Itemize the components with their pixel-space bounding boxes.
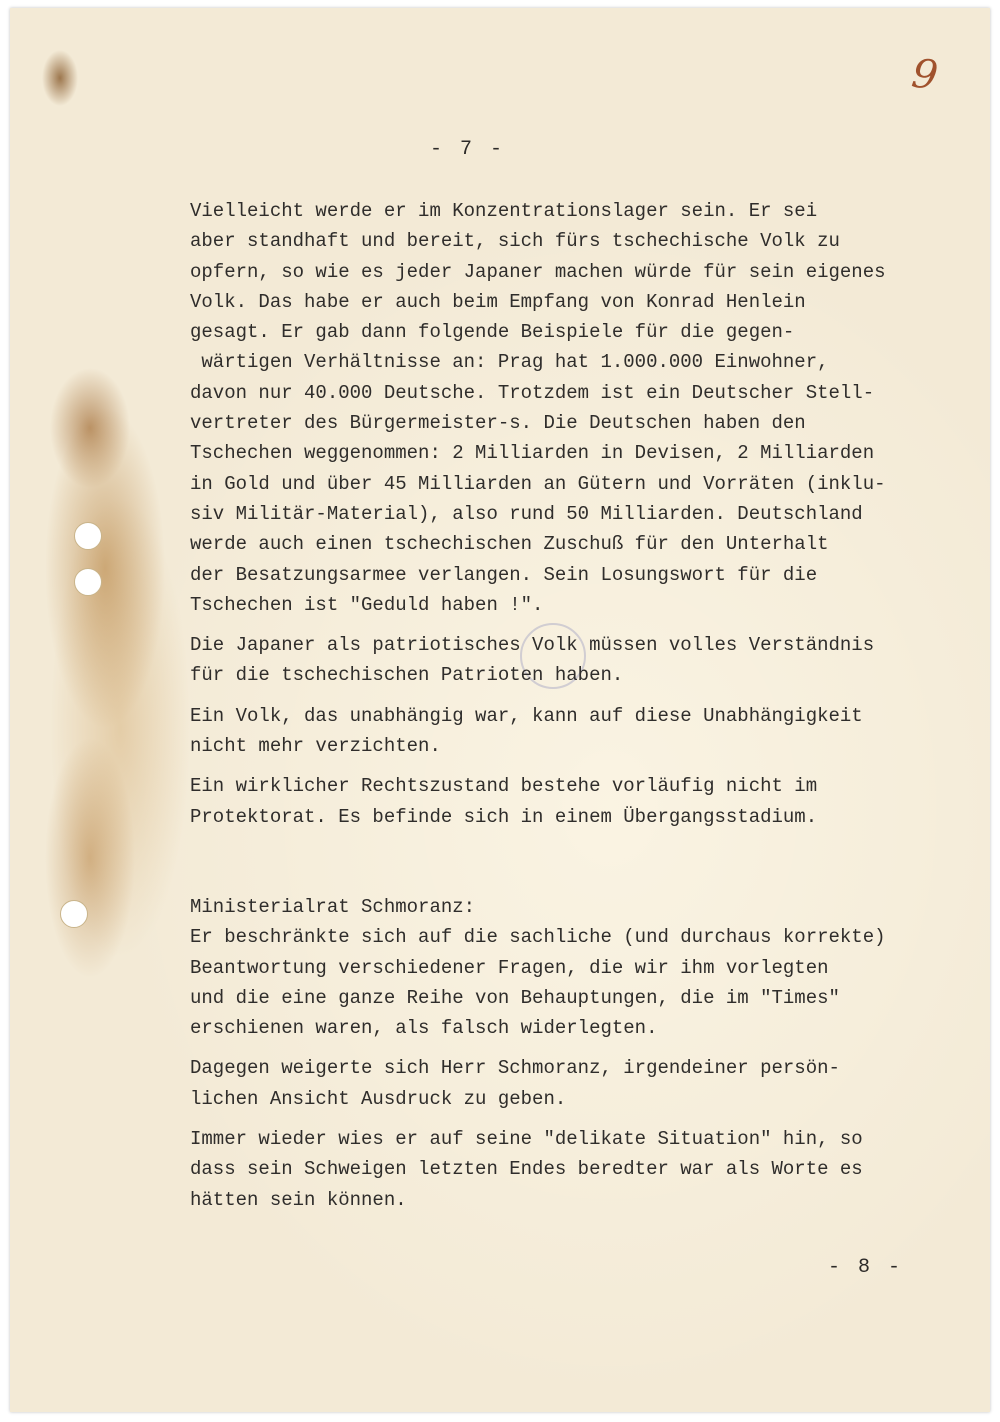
text-line: Ein wirklicher Rechtszustand bestehe vorläufig nicht im (190, 775, 818, 798)
text-line: Ministerialrat Schmoranz: (190, 895, 476, 918)
text-line: gesagt. Er gab dann folgende Beispiele für die gegen- (190, 321, 795, 344)
text-line: vertreter des Bürgermeister-s. Die Deutschen haben den (190, 412, 806, 435)
next-page-marker: - 8 - (828, 1256, 904, 1279)
paragraph (190, 630, 960, 691)
text-line: Immer wieder wies er auf seine "delikate Situation" hin, so (190, 1128, 863, 1151)
text-line: opfern, so wie es jeder Japaner machen würde für sein eigenes (190, 260, 886, 283)
text-line: Ein Volk, das unabhängig war, kann auf diese Unabhängigkeit (190, 704, 863, 727)
text-line: Die Japaner als patriotisches Volk müssen volles Verständnis (190, 634, 875, 657)
paragraph (190, 771, 960, 832)
punch-hole (60, 900, 88, 928)
archive-page-number: 9 (908, 50, 941, 100)
text-line: werde auch einen tschechischen Zuschuß für den Unterhalt (190, 533, 829, 556)
text-line: Er beschränkte sich auf die sachliche (und durchaus korrekte) (190, 926, 886, 949)
punch-hole (74, 522, 102, 550)
text-line: dass sein Schweigen letzten Endes beredter war als Worte es (190, 1158, 863, 1181)
paragraph (190, 1053, 960, 1114)
text-line: für die tschechischen Patrioten haben. (190, 664, 624, 687)
page-number: - 7 - (430, 138, 506, 161)
text-line: erschienen waren, als falsch widerlegten. (190, 1017, 658, 1040)
text-line: hätten sein können. (190, 1188, 407, 1211)
text-line: lichen Ansicht Ausdruck zu geben. (190, 1087, 567, 1110)
text-line: wärtigen Verhältnisse an: Prag hat 1.000.000 Einwohner, (190, 351, 829, 374)
text-line: Volk. Das habe er auch beim Empfang von Konrad Henlein (190, 290, 806, 313)
document-body (190, 196, 960, 1225)
paragraph (190, 701, 960, 762)
text-line: Tschechen weggenommen: 2 Milliarden in Devisen, 2 Milliarden (190, 442, 875, 465)
text-line: Dagegen weigerte sich Herr Schmoranz, irgendeiner persön- (190, 1057, 840, 1080)
text-line: der Besatzungsarmee verlangen. Sein Losungswort für die (190, 563, 818, 586)
text-line: Beantwortung verschiedener Fragen, die wir ihm vorlegten (190, 956, 829, 979)
text-line: siv Militär-Material), also rund 50 Milliarden. Deutschland (190, 502, 863, 525)
text-line: aber standhaft und bereit, sich fürs tschechische Volk zu (190, 230, 840, 253)
text-line: in Gold und über 45 Milliarden an Gütern und Vorräten (inklu- (190, 472, 886, 495)
text-line: nicht mehr verzichten. (190, 735, 441, 758)
section-gap (190, 842, 960, 892)
text-line: Protektorat. Es befinde sich in einem Übergangsstadium. (190, 805, 818, 828)
paragraph (190, 196, 960, 620)
text-line: davon nur 40.000 Deutsche. Trotzdem ist ein Deutscher Stell- (190, 381, 875, 404)
paragraph (190, 1124, 960, 1215)
text-line: Tschechen ist "Geduld haben !". (190, 593, 544, 616)
paragraph (190, 892, 960, 1043)
text-line: Vielleicht werde er im Konzentrationslager sein. Er sei (190, 200, 818, 222)
punch-hole (74, 568, 102, 596)
text-line: und die eine ganze Reihe von Behauptungen, die im "Times" (190, 986, 840, 1009)
